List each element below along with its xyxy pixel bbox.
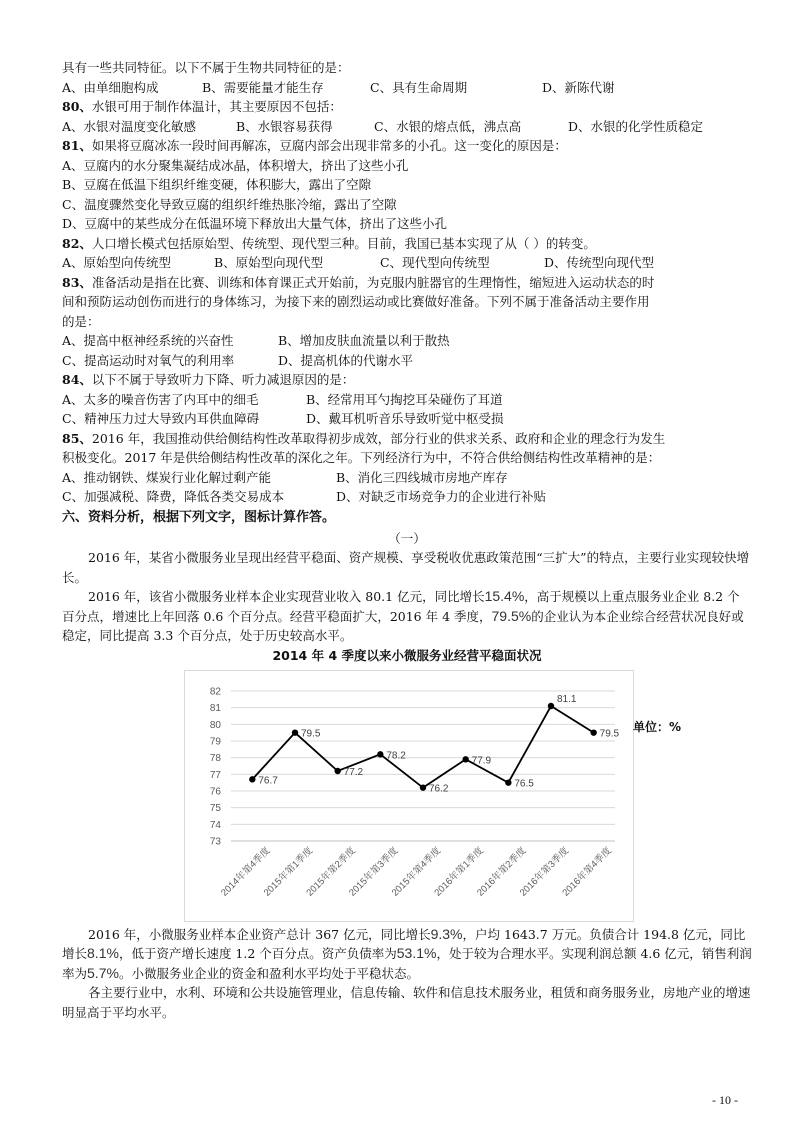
y-tick-label: 73 <box>209 836 221 847</box>
data-point <box>420 784 426 790</box>
q85-stem-1 <box>62 429 752 449</box>
q83-number: 83、 <box>62 274 92 290</box>
data-label: 79.5 <box>301 728 321 740</box>
q84-text: 以下不属于导致听力下降、听力减退原因的是： <box>91 372 355 387</box>
q80-text: 水银可用于制作体温计，其主要原因不包括： <box>91 99 342 114</box>
y-tick-label: 82 <box>209 686 221 697</box>
q79-stem-tail: 具有一些共同特征。以下不属于生物共同特征的是： <box>62 60 350 75</box>
p3-highlight-2: 8.1% <box>87 945 119 961</box>
q82-option-b: B、原始型向现代型 <box>214 255 324 270</box>
q85-number: 85、 <box>62 430 92 446</box>
y-tick-label: 78 <box>209 752 221 764</box>
y-tick-label: 79 <box>209 736 221 747</box>
q79-option-a: A、由单细胞构成 <box>62 79 159 95</box>
x-tick-label: 2015年第2季度 <box>304 844 358 899</box>
q84-option-a: A、太多的噪音伤害了内耳中的细毛 <box>62 391 259 407</box>
p3-text-d: ，处于较为合理水平。实现利润总额 4.6 亿元，销售利润率为 <box>62 946 752 981</box>
q80-options <box>62 117 752 137</box>
unit-label: 单位：% <box>633 719 682 734</box>
x-tick-label: 2014年第4季度 <box>219 844 273 899</box>
x-tick-label: 2016年第2季度 <box>475 844 529 899</box>
p2-text-b: ，高于规模以上重点服务业企业 8.2 个百分点，增速比上年回落 0.6 个百分点。经营平稳面扩大，2016 年 4 季度， <box>62 589 740 624</box>
q80-number: 80、 <box>62 99 92 114</box>
data-label: 78.2 <box>386 749 406 761</box>
q85-options-row1 <box>62 468 752 488</box>
q85-option-c: C、加强减税、降费，降低各类交易成本 <box>62 489 285 504</box>
p3-text-b: ，户均 1643.7 万元。负债合计 194.8 亿元，同比增长 <box>62 926 746 961</box>
data-label: 77.9 <box>471 754 492 766</box>
paragraph-2 <box>62 587 752 646</box>
paragraph-4: 各主要行业中，水利、环境和公共设施管理业，信息传输、软件和信息技术服务业，租赁和商务服务业，房地产业的增速明显高于平均水平。 <box>62 985 751 1020</box>
q84-options-row1 <box>62 390 752 410</box>
q82-options <box>62 253 752 273</box>
q83-stem-3: 的是： <box>62 313 100 329</box>
q82-stem <box>62 234 752 254</box>
x-tick-label: 2016年第3季度 <box>517 844 572 899</box>
data-label: 79.5 <box>599 728 620 740</box>
q83-options-row1 <box>62 331 752 351</box>
q83-stem-1 <box>62 273 752 293</box>
p2-text-c: 的企业认为本企业综合经营状况良好或稳定，同比提高 3.3 个百分点，处于历史较高水平。 <box>62 608 744 643</box>
q81-option-a: A、豆腐内的水分聚集凝结成冰晶，体积增大，挤出了这些小孔 <box>62 157 409 173</box>
q81-number: 81、 <box>62 138 92 153</box>
q80-option-b: B、水银容易获得 <box>236 118 333 134</box>
q83-stem-2: 间和预防运动创伤而进行的身体练习，为接下来的剧烈运动或比赛做好准备。下列不属于准备活动主要作用 <box>62 294 650 309</box>
q84-option-c: C、精神压力过大导致内耳供血障碍 <box>62 411 260 426</box>
q79-option-b: B、需要能量才能生存 <box>202 79 324 95</box>
q81-option-c: C、温度骤然变化导致豆腐的组织纤维热胀冷缩，露出了空隙 <box>62 196 397 212</box>
data-point <box>249 776 255 782</box>
q83-option-d: D、提高机体的代谢水平 <box>278 352 414 368</box>
p3-highlight-3: 53.1% <box>396 945 437 961</box>
p3-text-c: ，低于资产增长速度 1.2 个百分点。资产负债率为 <box>118 946 397 961</box>
p3-text-a: 2016 年，小微服务业样本企业资产总计 367 亿元，同比增长 <box>88 926 431 942</box>
paragraph-1: 2016 年，某省小微服务业呈现出经营平稳面、资产规模、享受税收优惠政策范围“三扩大”的特点，主要行业实现较快增长。 <box>62 550 750 585</box>
q83-options-row2 <box>62 351 752 371</box>
y-tick-label: 74 <box>209 819 221 831</box>
chart-area <box>62 670 752 925</box>
y-tick-label: 81 <box>209 702 221 714</box>
data-label: 77.2 <box>343 766 364 778</box>
q79-options <box>62 78 752 98</box>
q85-text-1: 2016 年，我国推动供给侧结构性改革取得初步成效，部分行业的供求关系、政府和企业的理念行为发生 <box>91 430 666 446</box>
x-tick-label: 2016年第4季度 <box>560 844 614 899</box>
q82-number: 82、 <box>62 235 92 251</box>
q81-option-d: D、豆腐中的某些成分在低温环境下释放出大量气体，挤出了这些小孔 <box>62 216 448 231</box>
chart-frame <box>184 670 634 922</box>
q80-option-d: D、水银的化学性质稳定 <box>568 118 704 134</box>
data-point <box>462 756 468 762</box>
q85-option-a: A、推动钢铁、煤炭行业化解过剩产能 <box>62 469 272 485</box>
q82-option-a: A、原始型向传统型 <box>62 255 172 270</box>
data-label: 76.7 <box>258 774 278 786</box>
p3-highlight-4: 5.7% <box>87 964 119 981</box>
q81-option-b: B、豆腐在低温下组织纤维变硬，体积膨大，露出了空隙 <box>62 177 372 192</box>
q85-options-row2 <box>62 487 752 507</box>
p2-highlight-2: 79.5% <box>491 607 532 624</box>
q82-option-d: D、传统型向现代型 <box>544 255 655 270</box>
line-chart <box>185 671 633 921</box>
x-tick-label: 2015年第3季度 <box>347 844 401 899</box>
p2-highlight-1: 15.4% <box>484 588 525 604</box>
q85-stem-2: 积极变化。2017 年是供给侧结构性改革的深化之年。下列经济行为中，不符合供给侧结构性改革精神的是： <box>62 450 661 465</box>
q83-option-a: A、提高中枢神经系统的兴奋性 <box>62 333 234 348</box>
q82-text: 人口增长模式包括原始型、传统型、现代型三种。目前，我国已基本实现了从（ ）的转变。 <box>91 235 596 251</box>
q85-option-d: D、对缺乏市场竞争力的企业进行补贴 <box>336 489 547 504</box>
q84-option-d: D、戴耳机听音乐导致听觉中枢受损 <box>306 411 504 426</box>
q81-stem <box>62 136 752 156</box>
p3-text-e: 。小微服务业企业的资金和盈利水平均处于平稳状态。 <box>118 965 419 981</box>
q82-option-c: C、现代型向传统型 <box>380 255 490 270</box>
q80-option-a: A、水银对温度变化敏感 <box>62 118 197 134</box>
q84-option-b: B、经常用耳勺掏挖耳朵碰伤了耳道 <box>306 391 503 407</box>
q83-option-c: C、提高运动时对氧气的利用率 <box>62 352 235 368</box>
q79-option-c: C、具有生命周期 <box>370 79 468 95</box>
data-point <box>377 751 383 757</box>
data-point <box>334 767 340 773</box>
y-tick-label: 76 <box>209 786 221 797</box>
q80-option-c: C、水银的熔点低，沸点高 <box>374 118 522 134</box>
q83-option-b: B、增加皮肤血流量以利于散热 <box>278 333 450 348</box>
paragraph-3 <box>62 925 752 984</box>
data-point <box>548 702 554 708</box>
p2-text-a: 2016 年，该省小微服务业样本企业实现营业收入 80.1 亿元，同比增长 <box>88 589 485 604</box>
series-line <box>252 706 593 788</box>
data-point <box>590 729 596 735</box>
q80-stem <box>62 97 752 117</box>
q85-option-b: B、消化三四线城市房地产库存 <box>336 469 508 485</box>
page-number: - 10 - <box>712 1093 738 1107</box>
x-tick-label: 2015年第1季度 <box>261 844 316 899</box>
y-tick-label: 75 <box>209 802 221 814</box>
x-tick-label: 2016年第1季度 <box>432 844 486 899</box>
document-page <box>62 58 752 1022</box>
part-label: （一） <box>388 530 426 546</box>
data-label: 76.5 <box>514 778 534 790</box>
x-tick-label: 2015年第4季度 <box>389 844 444 899</box>
q83-text-1: 准备活动是指在比赛、训练和体育课正式开始前，为克服内脏器官的生理惰性，缩短进入运动状态的时 <box>91 274 655 290</box>
q84-options-row2 <box>62 409 752 429</box>
q84-stem <box>62 370 752 390</box>
data-point <box>292 729 298 735</box>
q79-option-d: D、新陈代谢 <box>542 79 615 95</box>
data-label: 76.2 <box>429 783 449 795</box>
q81-text: 如果将豆腐冰冻一段时间再解冻，豆腐内部会出现非常多的小孔。这一变化的原因是： <box>91 138 567 153</box>
q84-number: 84、 <box>62 372 92 387</box>
y-tick-label: 80 <box>209 719 221 731</box>
chart-title: 2014 年 4 季度以来小微服务业经营平稳面状况 <box>272 647 542 663</box>
data-label: 81.1 <box>557 693 577 705</box>
y-tick-label: 77 <box>209 769 221 781</box>
data-point <box>505 779 511 785</box>
p3-highlight-1: 9.3% <box>430 925 463 942</box>
section-heading: 六、资料分析，根据下列文字，图标计算作答。 <box>62 509 336 525</box>
